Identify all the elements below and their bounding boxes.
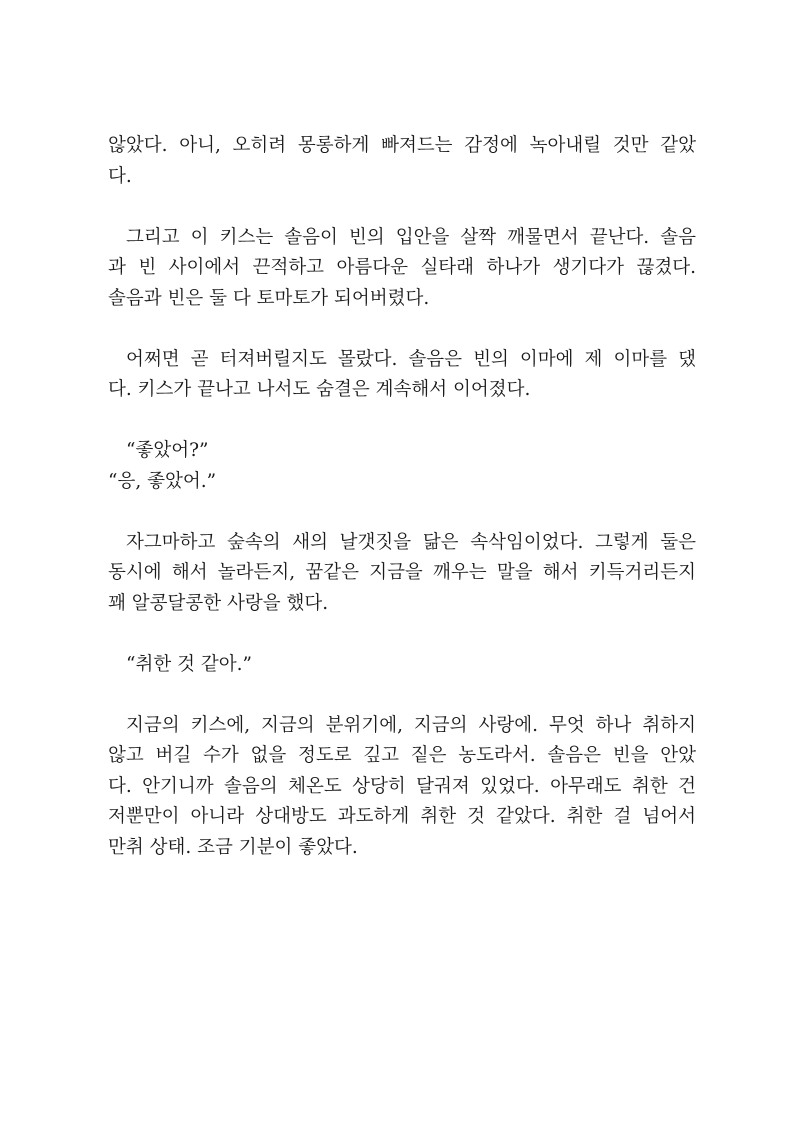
paragraph [108,528,696,620]
text-line: “취한 것 같아.” [126,653,252,675]
text-body [108,131,696,863]
paragraph-gap [108,680,696,711]
paragraph-gap [108,406,696,437]
paragraph-gap [108,619,696,650]
paragraph [108,131,696,192]
text-line: 다. 키스가 끝나고 나서도 숨결은 계속해서 이어졌다. [108,379,531,400]
text-line: 꽤 알콩달콩한 사랑을 했다. [108,592,329,614]
text-line: “좋았어?” [126,440,209,461]
paragraph-gap [108,497,696,528]
text-line: 않고 버길 수가 없을 정도로 깊고 짙은 농도라서. 솔음은 빈을 안았 [108,745,696,766]
text-line: 만취 상태. 조금 기분이 좋았다. [108,836,358,858]
text-line: 다. 안기니까 솔음의 체온도 상당히 달궈져 있었다. 아무래도 취한 건 [108,775,696,797]
paragraph-gap [108,192,696,223]
paragraph [108,223,696,315]
paragraph [108,345,696,406]
text-line: “응, 좋았어.” [108,470,217,492]
paragraph [108,436,696,497]
text-line: 자그마하고 숲속의 새의 날갯짓을 닮은 속삭임이었다. 그렇게 둘은 [126,531,696,553]
text-line: 저뿐만이 아니라 상대방도 과도하게 취한 것 같았다. 취한 걸 넘어서 [108,806,696,827]
paragraph [108,711,696,864]
text-line: 솔음과 빈은 둘 다 토마토가 되어버렸다. [108,287,430,309]
text-line: 어쩌면 곧 터져버릴지도 몰랐다. 솔음은 빈의 이마에 제 이마를 댔 [126,348,696,370]
text-line: 그리고 이 키스는 솔음이 빈의 입안을 살짝 깨물면서 끝난다. 솔음 [126,226,696,248]
text-line: 다. [108,165,132,187]
text-line: 동시에 해서 놀라든지, 꿈같은 지금을 깨우는 말을 해서 키득거리든지 [108,562,696,583]
text-line: 지금의 키스에, 지금의 분위기에, 지금의 사랑에. 무엇 하나 취하지 [126,714,696,736]
paragraph [108,650,696,681]
text-line: 과 빈 사이에서 끈적하고 아름다운 실타래 하나가 생기다가 끊겼다. [108,257,696,278]
text-line: 않았다. 아니, 오히려 몽롱하게 빠져드는 감정에 녹아내릴 것만 같았 [108,135,696,156]
paragraph-gap [108,314,696,345]
